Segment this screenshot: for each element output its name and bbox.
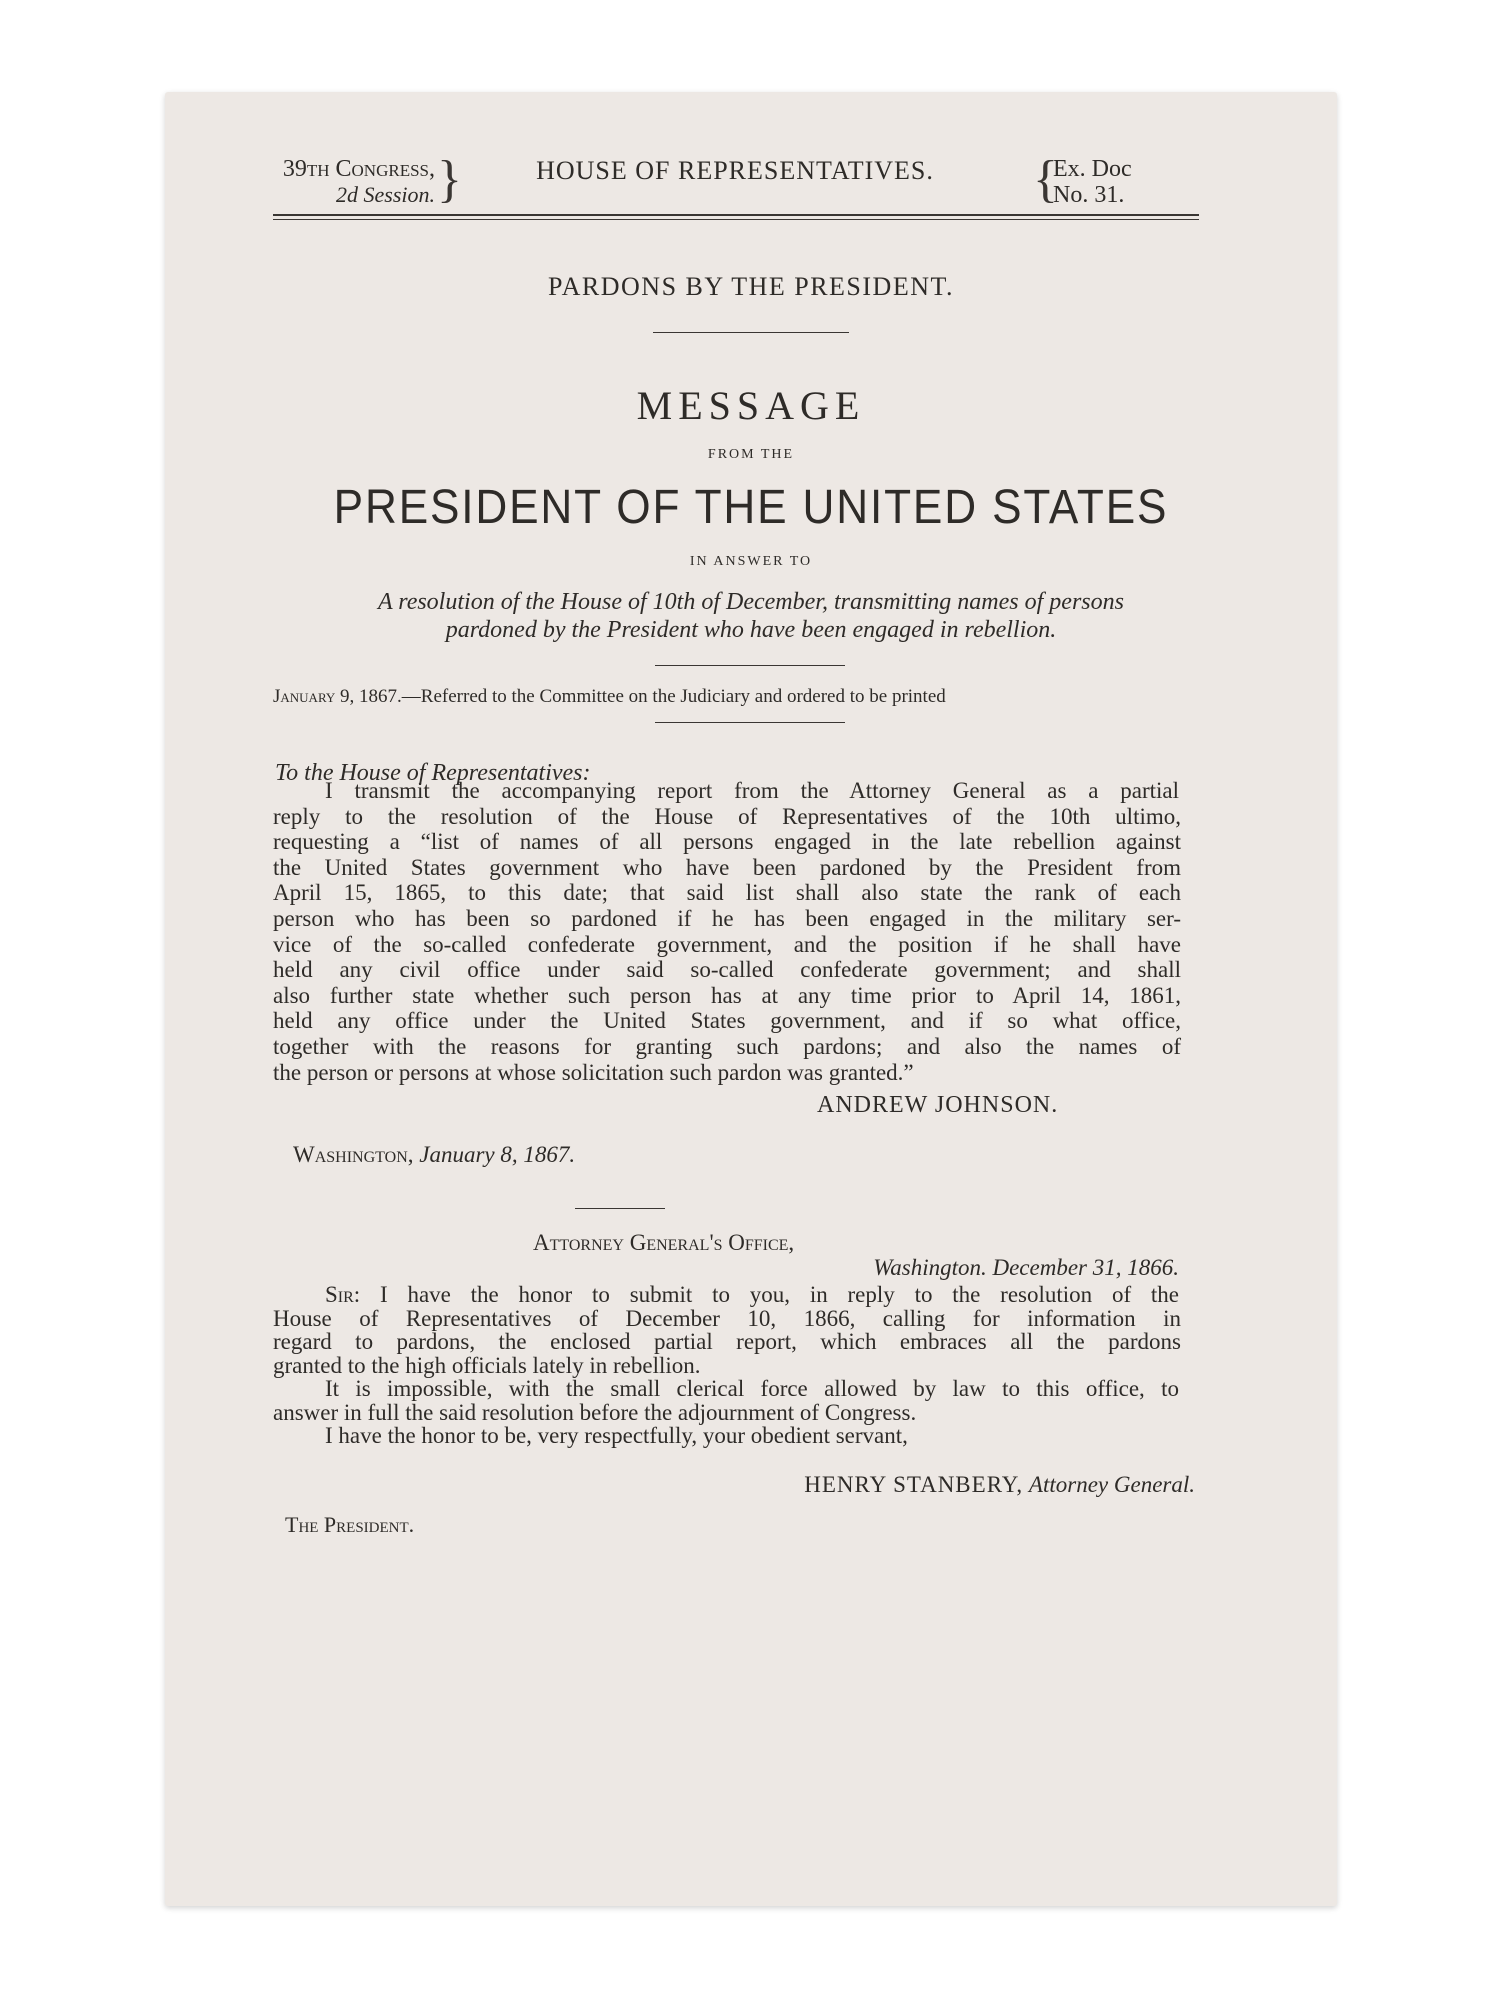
referral-date: January 9, 1867.	[273, 686, 402, 707]
president-heading: PRESIDENT OF THE UNITED STATES	[333, 481, 1169, 534]
left-brace-icon: }	[437, 151, 462, 208]
title-rule	[653, 332, 849, 333]
message-date: January 8, 1867.	[419, 1142, 576, 1167]
message-dateline	[293, 1142, 575, 1168]
letter-line: It is impossible, with the small clerical force allowed by law to this office, to	[325, 1376, 1179, 1401]
letter-line: I have the honor to be, very respectfully, your obedient servant,	[325, 1423, 908, 1448]
sir-label: Sir:	[325, 1282, 361, 1307]
message-line: held any office under the United States government, and if so what office,	[273, 1008, 1181, 1034]
stanbery-signature	[555, 1472, 1195, 1498]
congress-label: 39th Congress,	[282, 156, 435, 182]
referral-rule-top	[655, 665, 845, 666]
house-heading: HOUSE OF REPRESENTATIVES.	[536, 156, 934, 185]
message-line: the person or persons at whose solicitation such pardon was granted.”	[273, 1059, 914, 1085]
letter-office: Attorney General's Office,	[533, 1230, 795, 1255]
johnson-signature: ANDREW JOHNSON.	[817, 1092, 1059, 1118]
message-line: together with the reasons for granting such pardons; and also the names of	[273, 1034, 1181, 1059]
message-line: also further state whether such person has at any time prior to April 14, 1861,	[273, 982, 1181, 1008]
message-line: April 15, 1865, to this date; that said list shall also state the rank of each	[273, 880, 1181, 906]
letter-line	[325, 1282, 1179, 1307]
letter-line: regard to pardons, the enclosed partial report, which embraces all the pardons	[273, 1329, 1181, 1354]
resolution-line-2: pardoned by the President who have been engaged in rebellion.	[445, 617, 1057, 643]
message-line: person who has been so pardoned if he has been engaged in the military ser-	[273, 906, 1181, 931]
document-page	[165, 92, 1337, 1906]
header-rule-thin	[273, 219, 1199, 220]
section-rule	[575, 1208, 665, 1209]
message-line: the United States government who have been pardoned by the President from	[273, 854, 1181, 880]
session-label: 2d Session.	[336, 182, 435, 207]
signer-name: HENRY STANBERY,	[804, 1472, 1024, 1497]
header-rule	[273, 214, 1199, 216]
message-line: reply to the resolution of the House of Representatives of the 10th ultimo,	[273, 803, 1181, 829]
signer-title: Attorney General.	[1028, 1472, 1195, 1497]
exdoc-label: Ex. Doc	[1053, 156, 1132, 182]
right-brace-icon: {	[1033, 151, 1058, 208]
letter-line: House of Representatives of December 10, 1866, calling for information in	[273, 1305, 1181, 1331]
in-answer-to-label: IN ANSWER TO	[689, 554, 813, 569]
letter-place-date: Washington. December 31, 1866.	[873, 1255, 1179, 1280]
message-line: requesting a “list of names of all persons engaged in the late rebellion against	[273, 829, 1181, 855]
letter-line: granted to the high officials lately in rebellion.	[273, 1352, 701, 1378]
message-line: I transmit the accompanying report from the Attorney General as a partial	[325, 778, 1179, 803]
message-line: held any civil office under said so-called confederate government; and shall	[273, 957, 1181, 983]
message-heading: MESSAGE	[636, 383, 866, 428]
subject-heading: PARDONS BY THE PRESIDENT.	[548, 272, 954, 301]
salutation: To the House of Representatives:	[275, 760, 591, 786]
referral-rule-bottom	[655, 722, 845, 723]
letter-line: answer in full the said resolution before the adjournment of Congress.	[273, 1399, 917, 1425]
letter-line-text: I have the honor to submit to you, in reply to the resolution of the	[379, 1282, 1179, 1307]
doc-number: No. 31.	[1053, 182, 1125, 208]
letter-addressee: The President.	[285, 1512, 415, 1537]
message-line: vice of the so-called confederate government, and the position if he shall have	[273, 931, 1181, 957]
referral-text: —Referred to the Committee on the Judiciary and ordered to be printed	[401, 686, 946, 707]
resolution-line-1: A resolution of the House of 10th of December, transmitting names of persons	[378, 589, 1124, 615]
message-place: Washington,	[293, 1142, 414, 1167]
from-the-label: FROM THE	[707, 447, 795, 462]
referral-line	[273, 686, 1213, 708]
